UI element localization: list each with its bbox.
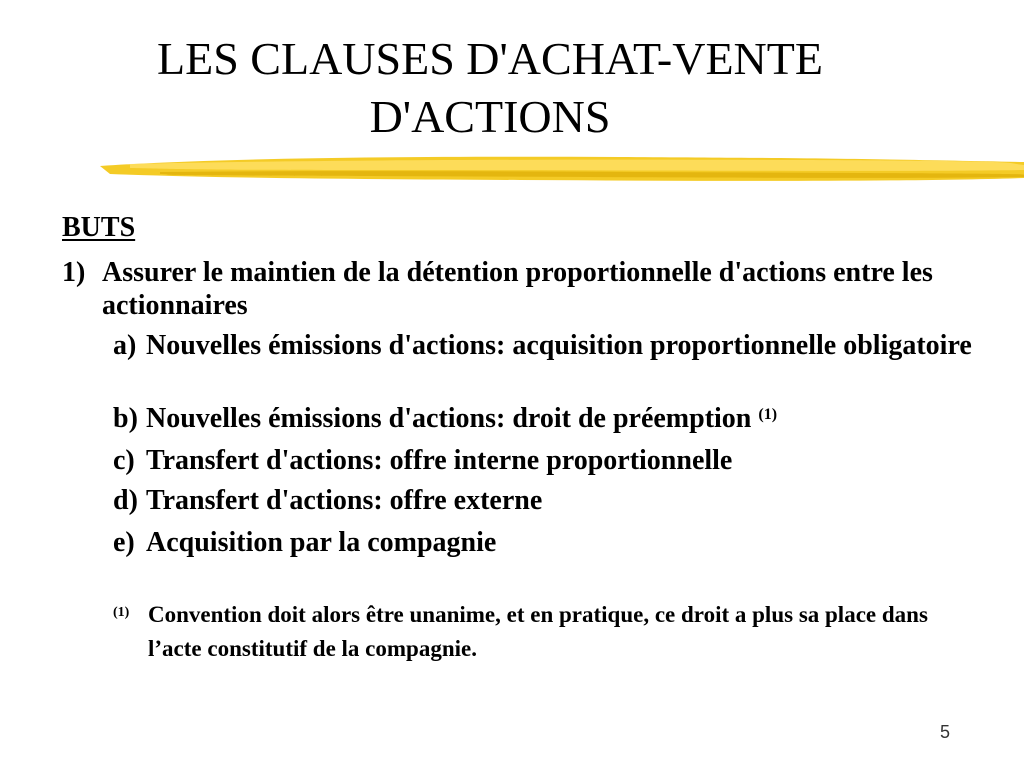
subitem-marker: d) xyxy=(113,485,138,516)
subitem-text: Transfert d'actions: offre interne proportionnelle xyxy=(146,445,733,476)
footnote xyxy=(113,598,973,666)
list-item-text: Assurer le maintien de la détention proportionnelle d'actions entre les actionnaires xyxy=(102,257,933,321)
title-line-2: D'ACTIONS xyxy=(369,91,611,142)
footnote-reference: (1) xyxy=(758,406,778,423)
section-heading: BUTS xyxy=(62,212,136,243)
subitem-text: Nouvelles émissions d'actions: droit de préemption xyxy=(146,403,752,434)
subitem-b xyxy=(113,402,973,435)
subitem-marker: c) xyxy=(113,445,135,476)
footnote-text: Convention doit alors être unanime, et en pratique, ce droit a plus sa place dans l’acte constitutif de la compagnie. xyxy=(148,602,928,661)
subitem-e xyxy=(113,526,973,559)
subitem-c xyxy=(113,444,973,477)
subitem-marker: b) xyxy=(113,403,138,434)
page-number: 5 xyxy=(940,722,951,742)
list-item-1 xyxy=(62,256,962,322)
subitem-text-wrapper xyxy=(113,402,973,435)
subitem-a xyxy=(113,329,973,362)
subitem-marker: e) xyxy=(113,527,135,558)
subitem-d xyxy=(113,484,973,517)
footnote-marker: (1) xyxy=(113,605,130,620)
title-line-1: LES CLAUSES D'ACHAT-VENTE xyxy=(157,33,823,84)
subitem-text: Acquisition par la compagnie xyxy=(146,527,497,558)
subitem-text: Nouvelles émissions d'actions: acquisition proportionnelle obligatoire xyxy=(146,330,972,361)
subitem-marker: a) xyxy=(113,330,137,361)
subitem-text: Transfert d'actions: offre externe xyxy=(146,485,543,516)
list-marker: 1) xyxy=(62,257,86,288)
